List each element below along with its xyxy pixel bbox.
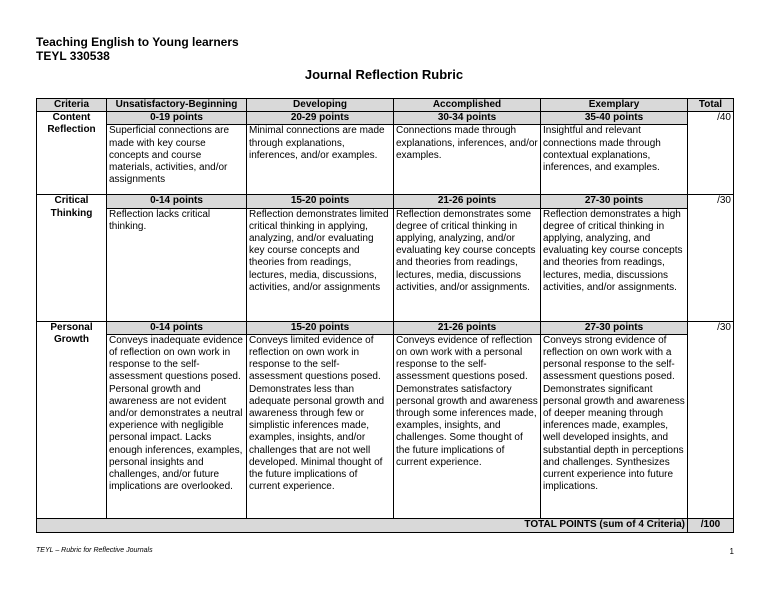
total-cell-content-reflection: /40 xyxy=(688,112,734,195)
description-cell: Conveys limited evidence of reflection on own work in response to the self-assessment questions posed. Demonstrates less than adequate personal growth and awareness through few or simplistic inferences made, examples, insights, and/or challenges that are not well developed. Minimal thought of the future implications of current experience. xyxy=(247,334,394,518)
col-header-exemplary: Exemplary xyxy=(541,99,688,112)
description-cell: Reflection demonstrates some degree of critical thinking in applying, analyzing, and/or evaluating key course concepts and theories from readings, lectures, media, discussions activities, and/or assignments. xyxy=(394,208,541,321)
description-row-content-reflection xyxy=(37,125,734,195)
description-cell: Conveys strong evidence of reflection on own work with a personal response to the self-assessment questions posed. Demonstrates significant personal growth and awareness of deeper meaning through inferences made, examples, well developed insights, and substantial depth in perceptions and challenges. Synthesizes current experience into future implications. xyxy=(541,334,688,518)
total-points-label: TOTAL POINTS (sum of 4 Criteria) xyxy=(37,518,688,532)
points-cell: 0-14 points xyxy=(107,195,247,208)
points-cell: 0-19 points xyxy=(107,112,247,125)
total-cell-critical-thinking: /30 xyxy=(688,195,734,321)
col-header-developing: Developing xyxy=(247,99,394,112)
col-header-total: Total xyxy=(688,99,734,112)
points-cell: 30-34 points xyxy=(394,112,541,125)
points-cell: 35-40 points xyxy=(541,112,688,125)
description-row-critical-thinking xyxy=(37,208,734,321)
description-cell: Minimal connections are made through explanations, inferences, and/or examples. xyxy=(247,125,394,195)
description-cell: Connections made through explanations, inferences, and/or examples. xyxy=(394,125,541,195)
description-cell: Insightful and relevant connections made through contextual explanations, inferences, and examples. xyxy=(541,125,688,195)
document-header xyxy=(36,35,239,63)
col-header-criteria: Criteria xyxy=(37,99,107,112)
course-code: TEYL 330538 xyxy=(36,49,110,63)
points-row-critical-thinking xyxy=(37,195,734,208)
col-header-accomplished: Accomplished xyxy=(394,99,541,112)
criterion-personal-growth: Personal Growth xyxy=(37,321,107,518)
header-row xyxy=(37,99,734,112)
points-cell: 20-29 points xyxy=(247,112,394,125)
points-cell: 0-14 points xyxy=(107,321,247,334)
footer-text: TEYL – Rubric for Reflective Journals xyxy=(36,547,153,554)
description-cell: Superficial connections are made with key course concepts and course materials, activities, and/or assignments xyxy=(107,125,247,195)
total-points-value: /100 xyxy=(688,518,734,532)
description-cell: Reflection demonstrates limited critical thinking in applying, analyzing, and/or evaluating key course concepts and theories from readings, lectures, media, discussions, activities, and/or assignments xyxy=(247,208,394,321)
description-cell: Conveys evidence of reflection on own work with a personal response to the self-assessment questions posed. Demonstrates satisfactory personal growth and awareness through some inferences made, examples, insights, and challenges. Some thought of the future implications of current experience. xyxy=(394,334,541,518)
points-row-personal-growth xyxy=(37,321,734,334)
description-cell: Conveys inadequate evidence of reflection on own work in response to the self-assessment questions posed. Personal growth and awareness are not evident and/or demonstrates a neutral experience with negligible personal impact. Lacks enough inferences, examples, personal insights and challenges, and/or future implications are overlooked. xyxy=(107,334,247,518)
points-cell: 27-30 points xyxy=(541,195,688,208)
points-cell: 15-20 points xyxy=(247,321,394,334)
total-cell-personal-growth: /30 xyxy=(688,321,734,518)
points-row-content-reflection xyxy=(37,112,734,125)
rubric-title: Journal Reflection Rubric xyxy=(304,67,464,82)
rubric-table xyxy=(36,98,734,533)
total-points-row xyxy=(37,518,734,532)
course-name: Teaching English to Young learners xyxy=(36,35,239,49)
col-header-unsatisfactory: Unsatisfactory-Beginning xyxy=(107,99,247,112)
points-cell: 27-30 points xyxy=(541,321,688,334)
points-cell: 15-20 points xyxy=(247,195,394,208)
points-cell: 21-26 points xyxy=(394,321,541,334)
points-cell: 21-26 points xyxy=(394,195,541,208)
criterion-critical-thinking: Critical Thinking xyxy=(37,195,107,321)
criterion-content-reflection: Content Reflection xyxy=(37,112,107,195)
description-cell: Reflection demonstrates a high degree of critical thinking in applying, analyzing, and evaluating key course concepts and theories from readings, lectures, media, discussions activities, and/or assignments. xyxy=(541,208,688,321)
description-cell: Reflection lacks critical thinking. xyxy=(107,208,247,321)
description-row-personal-growth xyxy=(37,334,734,518)
page-number: 1 xyxy=(729,547,734,556)
